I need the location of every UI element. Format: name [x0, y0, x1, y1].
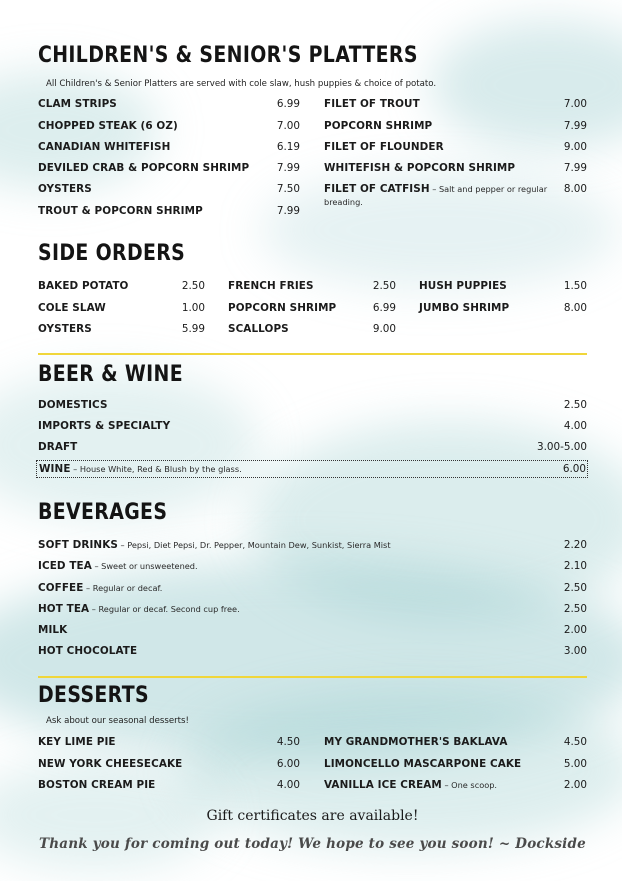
item-description: – Salt and pepper or regular breading.	[324, 184, 548, 207]
item-price: 3.00-5.00	[536, 441, 587, 453]
section-divider	[38, 353, 587, 355]
menu-item	[324, 120, 587, 133]
menu-item-highlighted[interactable]	[36, 460, 588, 478]
item-price: 2.50	[563, 399, 587, 411]
section-title-desserts: DESSERTS	[38, 683, 149, 708]
item-name: HOT CHOCOLATE	[38, 645, 138, 657]
item-name: SOFT DRINKS	[38, 539, 118, 551]
item-name: CLAM STRIPS	[38, 98, 117, 110]
menu-item	[38, 183, 300, 196]
menu-item	[38, 323, 205, 336]
item-name: OYSTERS	[38, 323, 92, 335]
section-note-childrens: All Children's & Senior Platters are served with cole slaw, hush puppies & choice of potato.	[46, 79, 437, 89]
item-name: FILET OF CATFISH	[324, 183, 430, 195]
item-name: JUMBO SHRIMP	[419, 302, 510, 314]
item-name: CHOPPED STEAK (6 OZ)	[38, 120, 178, 132]
item-price: 7.99	[276, 205, 300, 217]
item-name: NEW YORK CHEESECAKE	[38, 758, 183, 770]
menu-item	[228, 280, 396, 293]
item-price: 9.00	[563, 141, 587, 153]
item-price: 4.00	[563, 420, 587, 432]
item-name: POPCORN SHRIMP	[228, 302, 337, 314]
item-price: 4.50	[563, 736, 587, 748]
item-price: 6.00	[276, 758, 300, 770]
item-name: CANADIAN WHITEFISH	[38, 141, 171, 153]
section-title-beer-wine: BEER & WINE	[38, 362, 183, 387]
item-name: KEY LIME PIE	[38, 736, 116, 748]
section-divider	[38, 676, 587, 678]
item-price: 2.50	[563, 582, 587, 594]
menu-item	[38, 736, 300, 749]
item-name: TROUT & POPCORN SHRIMP	[38, 205, 203, 217]
thank-you-message: Thank you for coming out today! We hope to see you soon! ~ Dockside	[39, 836, 586, 852]
menu-item	[228, 323, 396, 336]
item-price: 2.20	[563, 539, 587, 551]
menu-item	[228, 302, 396, 315]
item-price: 8.00	[563, 183, 587, 195]
item-price: 2.10	[563, 560, 587, 572]
item-price: 7.50	[276, 183, 300, 195]
menu-item	[38, 560, 587, 573]
menu-item	[38, 98, 300, 111]
menu-item	[38, 399, 587, 412]
menu-item	[38, 758, 300, 771]
gift-certificate-note: Gift certificates are available!	[206, 808, 419, 824]
menu-item	[38, 120, 300, 133]
item-name: LIMONCELLO MASCARPONE CAKE	[324, 758, 522, 770]
menu-item	[38, 141, 300, 154]
menu-item	[419, 280, 587, 293]
item-price: 1.50	[563, 280, 587, 292]
item-price: 4.00	[276, 779, 300, 791]
section-note-desserts: Ask about our seasonal desserts!	[46, 716, 189, 726]
menu-item	[324, 779, 587, 792]
item-price: 9.00	[372, 323, 396, 335]
item-price: 2.50	[563, 603, 587, 615]
menu-item	[38, 645, 587, 658]
item-name: VANILLA ICE CREAM	[324, 779, 442, 791]
item-price: 7.99	[563, 120, 587, 132]
item-price: 6.99	[372, 302, 396, 314]
item-price: 5.99	[181, 323, 205, 335]
item-price: 7.99	[563, 162, 587, 174]
item-description: – Regular or decaf. Second cup free.	[89, 604, 240, 614]
item-name: COFFEE	[38, 582, 84, 594]
item-name: OYSTERS	[38, 183, 92, 195]
item-price: 6.99	[276, 98, 300, 110]
menu-item	[38, 582, 587, 595]
menu-item	[38, 302, 205, 315]
item-price: 2.00	[563, 624, 587, 636]
menu-item	[38, 539, 587, 552]
item-price: 6.00	[562, 463, 586, 475]
menu-page	[38, 0, 587, 881]
item-name: BOSTON CREAM PIE	[38, 779, 156, 791]
item-price: 1.00	[181, 302, 205, 314]
item-description: – Regular or decaf.	[83, 583, 163, 593]
item-name: POPCORN SHRIMP	[324, 120, 433, 132]
item-name: DRAFT	[38, 441, 78, 453]
item-name: COLE SLAW	[38, 302, 106, 314]
menu-item	[324, 98, 587, 111]
item-price: 2.50	[372, 280, 396, 292]
menu-item	[324, 758, 587, 771]
item-name: WINE	[39, 463, 71, 475]
menu-item	[38, 205, 300, 218]
item-price: 4.50	[276, 736, 300, 748]
menu-item	[324, 162, 587, 175]
item-price: 5.00	[563, 758, 587, 770]
item-price: 7.99	[276, 162, 300, 174]
item-price: 2.50	[181, 280, 205, 292]
item-name: DOMESTICS	[38, 399, 108, 411]
menu-item	[38, 624, 587, 637]
item-name: MILK	[38, 624, 68, 636]
item-description: – Sweet or unsweetened.	[91, 561, 198, 571]
menu-item	[324, 736, 587, 749]
section-title-beverages: BEVERAGES	[38, 500, 168, 525]
item-name: DEVILED CRAB & POPCORN SHRIMP	[38, 162, 250, 174]
item-price: 7.00	[276, 120, 300, 132]
menu-item	[324, 183, 587, 209]
menu-item	[38, 420, 587, 433]
item-name: SCALLOPS	[228, 323, 289, 335]
item-name: HOT TEA	[38, 603, 90, 615]
item-price: 8.00	[563, 302, 587, 314]
item-name: BAKED POTATO	[38, 280, 129, 292]
menu-item	[38, 779, 300, 792]
item-name: HUSH PUPPIES	[419, 280, 507, 292]
item-name: IMPORTS & SPECIALTY	[38, 420, 171, 432]
item-description: – House White, Red & Blush by the glass.	[70, 464, 242, 474]
item-name: MY GRANDMOTHER'S BAKLAVA	[324, 736, 508, 748]
menu-item	[419, 302, 587, 315]
menu-item	[324, 141, 587, 154]
item-price: 7.00	[563, 98, 587, 110]
item-name: FILET OF TROUT	[324, 98, 420, 110]
item-name: ICED TEA	[38, 560, 92, 572]
item-description: – One scoop.	[441, 780, 498, 790]
item-name: WHITEFISH & POPCORN SHRIMP	[324, 162, 516, 174]
item-name: FRENCH FRIES	[228, 280, 314, 292]
section-title-childrens: CHILDREN'S & SENIOR'S PLATTERS	[38, 43, 418, 68]
item-name: FILET OF FLOUNDER	[324, 141, 444, 153]
item-description: – Pepsi, Diet Pepsi, Dr. Pepper, Mountain Dew, Sunkist, Sierra Mist	[117, 540, 391, 550]
item-price: 3.00	[563, 645, 587, 657]
menu-item	[38, 441, 587, 454]
item-price: 2.00	[563, 779, 587, 791]
menu-item	[38, 280, 205, 293]
menu-item	[38, 603, 587, 616]
item-price: 6.19	[276, 141, 300, 153]
menu-item	[38, 162, 300, 175]
section-title-sides: SIDE ORDERS	[38, 241, 186, 266]
